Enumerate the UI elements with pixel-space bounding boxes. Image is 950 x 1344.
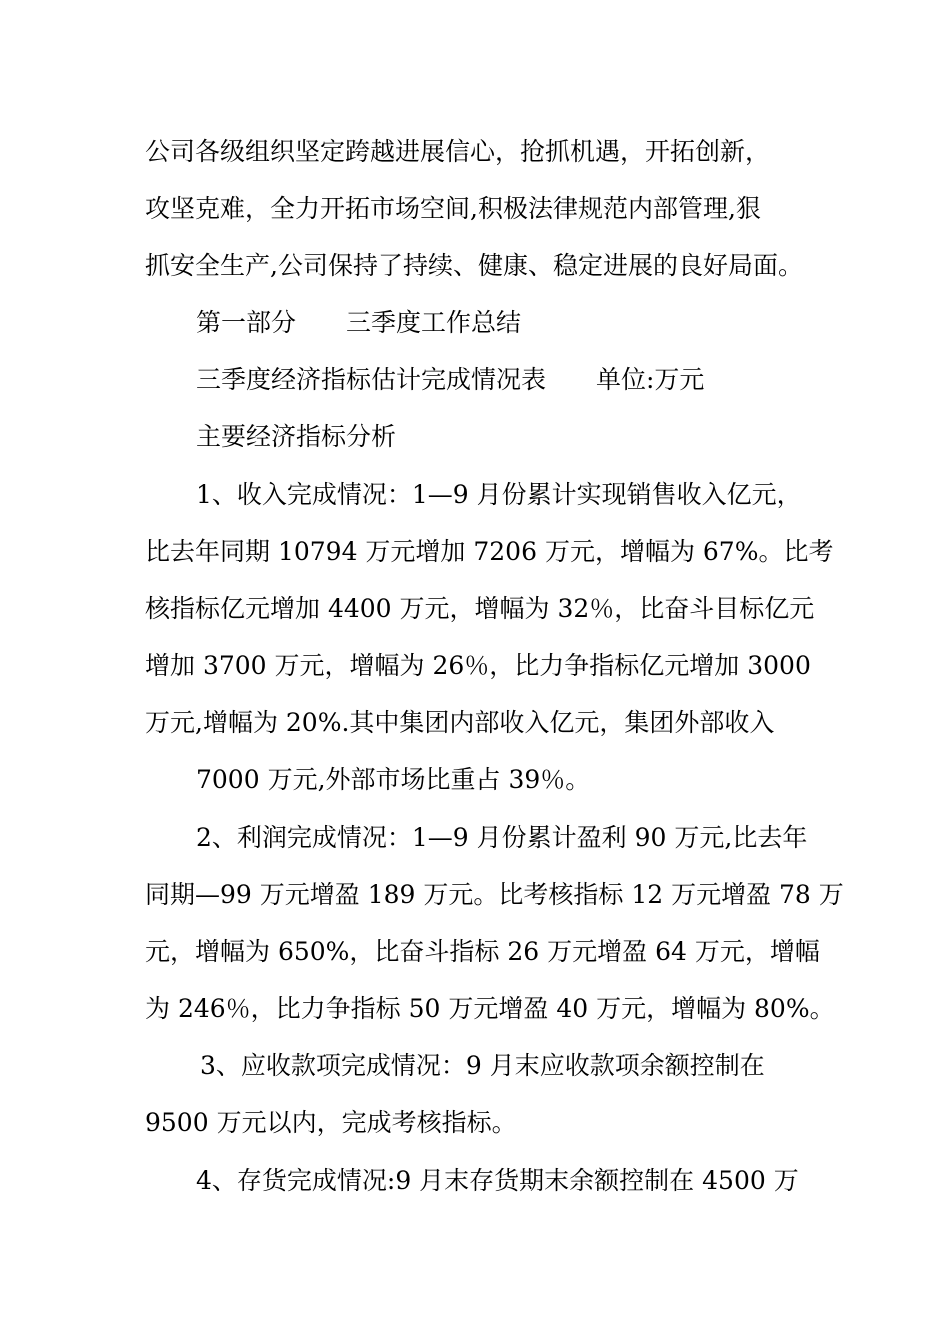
paragraph-line-1: 公司各级组织坚定跨越进展信心，抢抓机遇，开拓创新， (145, 137, 771, 166)
item-1-line-2: 比去年同期 10794 万元增加 7206 万元，增幅为 67%。比考 (145, 537, 834, 566)
item-1-line-3: 核指标亿元增加 4400 万元，增幅为 32％，比奋斗目标亿元 (145, 594, 815, 623)
section-heading: 第一部分 三季度工作总结 (196, 308, 522, 337)
item-1-line-5: 万元,增幅为 20%.其中集团内部收入亿元，集团外部收入 (145, 708, 775, 737)
item-2-line-1: 2、利润完成情况：1—9 月份累计盈利 90 万元,比去年 (196, 823, 808, 852)
paragraph-line-3: 抓安全生产,公司保持了持续、健康、稳定进展的良好局面。 (145, 251, 803, 280)
item-1-line-4: 增加 3700 万元，增幅为 26％，比力争指标亿元增加 3000 (145, 651, 811, 680)
table-caption: 三季度经济指标估计完成情况表 单位:万元 (196, 365, 705, 394)
paragraph-line-2: 攻坚克难，全力开拓市场空间,积极法律规范内部管理,狠 (145, 194, 761, 223)
subsection-heading: 主要经济指标分析 (196, 422, 397, 451)
item-1-line-6: 7000 万元,外部市场比重占 39％。 (196, 765, 591, 794)
item-1-line-1: 1、收入完成情况：1—9 月份累计实现销售收入亿元， (196, 480, 802, 509)
item-3-line-2: 9500 万元以内，完成考核指标。 (145, 1108, 517, 1137)
item-4-line-1: 4、存货完成情况:9 月末存货期末余额控制在 4500 万 (196, 1166, 799, 1195)
item-2-line-4: 为 246％，比力争指标 50 万元增盈 40 万元，增幅为 80%。 (145, 994, 835, 1023)
item-2-line-3: 元，增幅为 650%，比奋斗指标 26 万元增盈 64 万元，增幅 (145, 937, 820, 966)
item-3-line-1: 3、应收款项完成情况：9 月末应收款项余额控制在 (200, 1051, 765, 1080)
item-2-line-2: 同期—99 万元增盈 189 万元。比考核指标 12 万元增盈 78 万 (145, 880, 844, 909)
